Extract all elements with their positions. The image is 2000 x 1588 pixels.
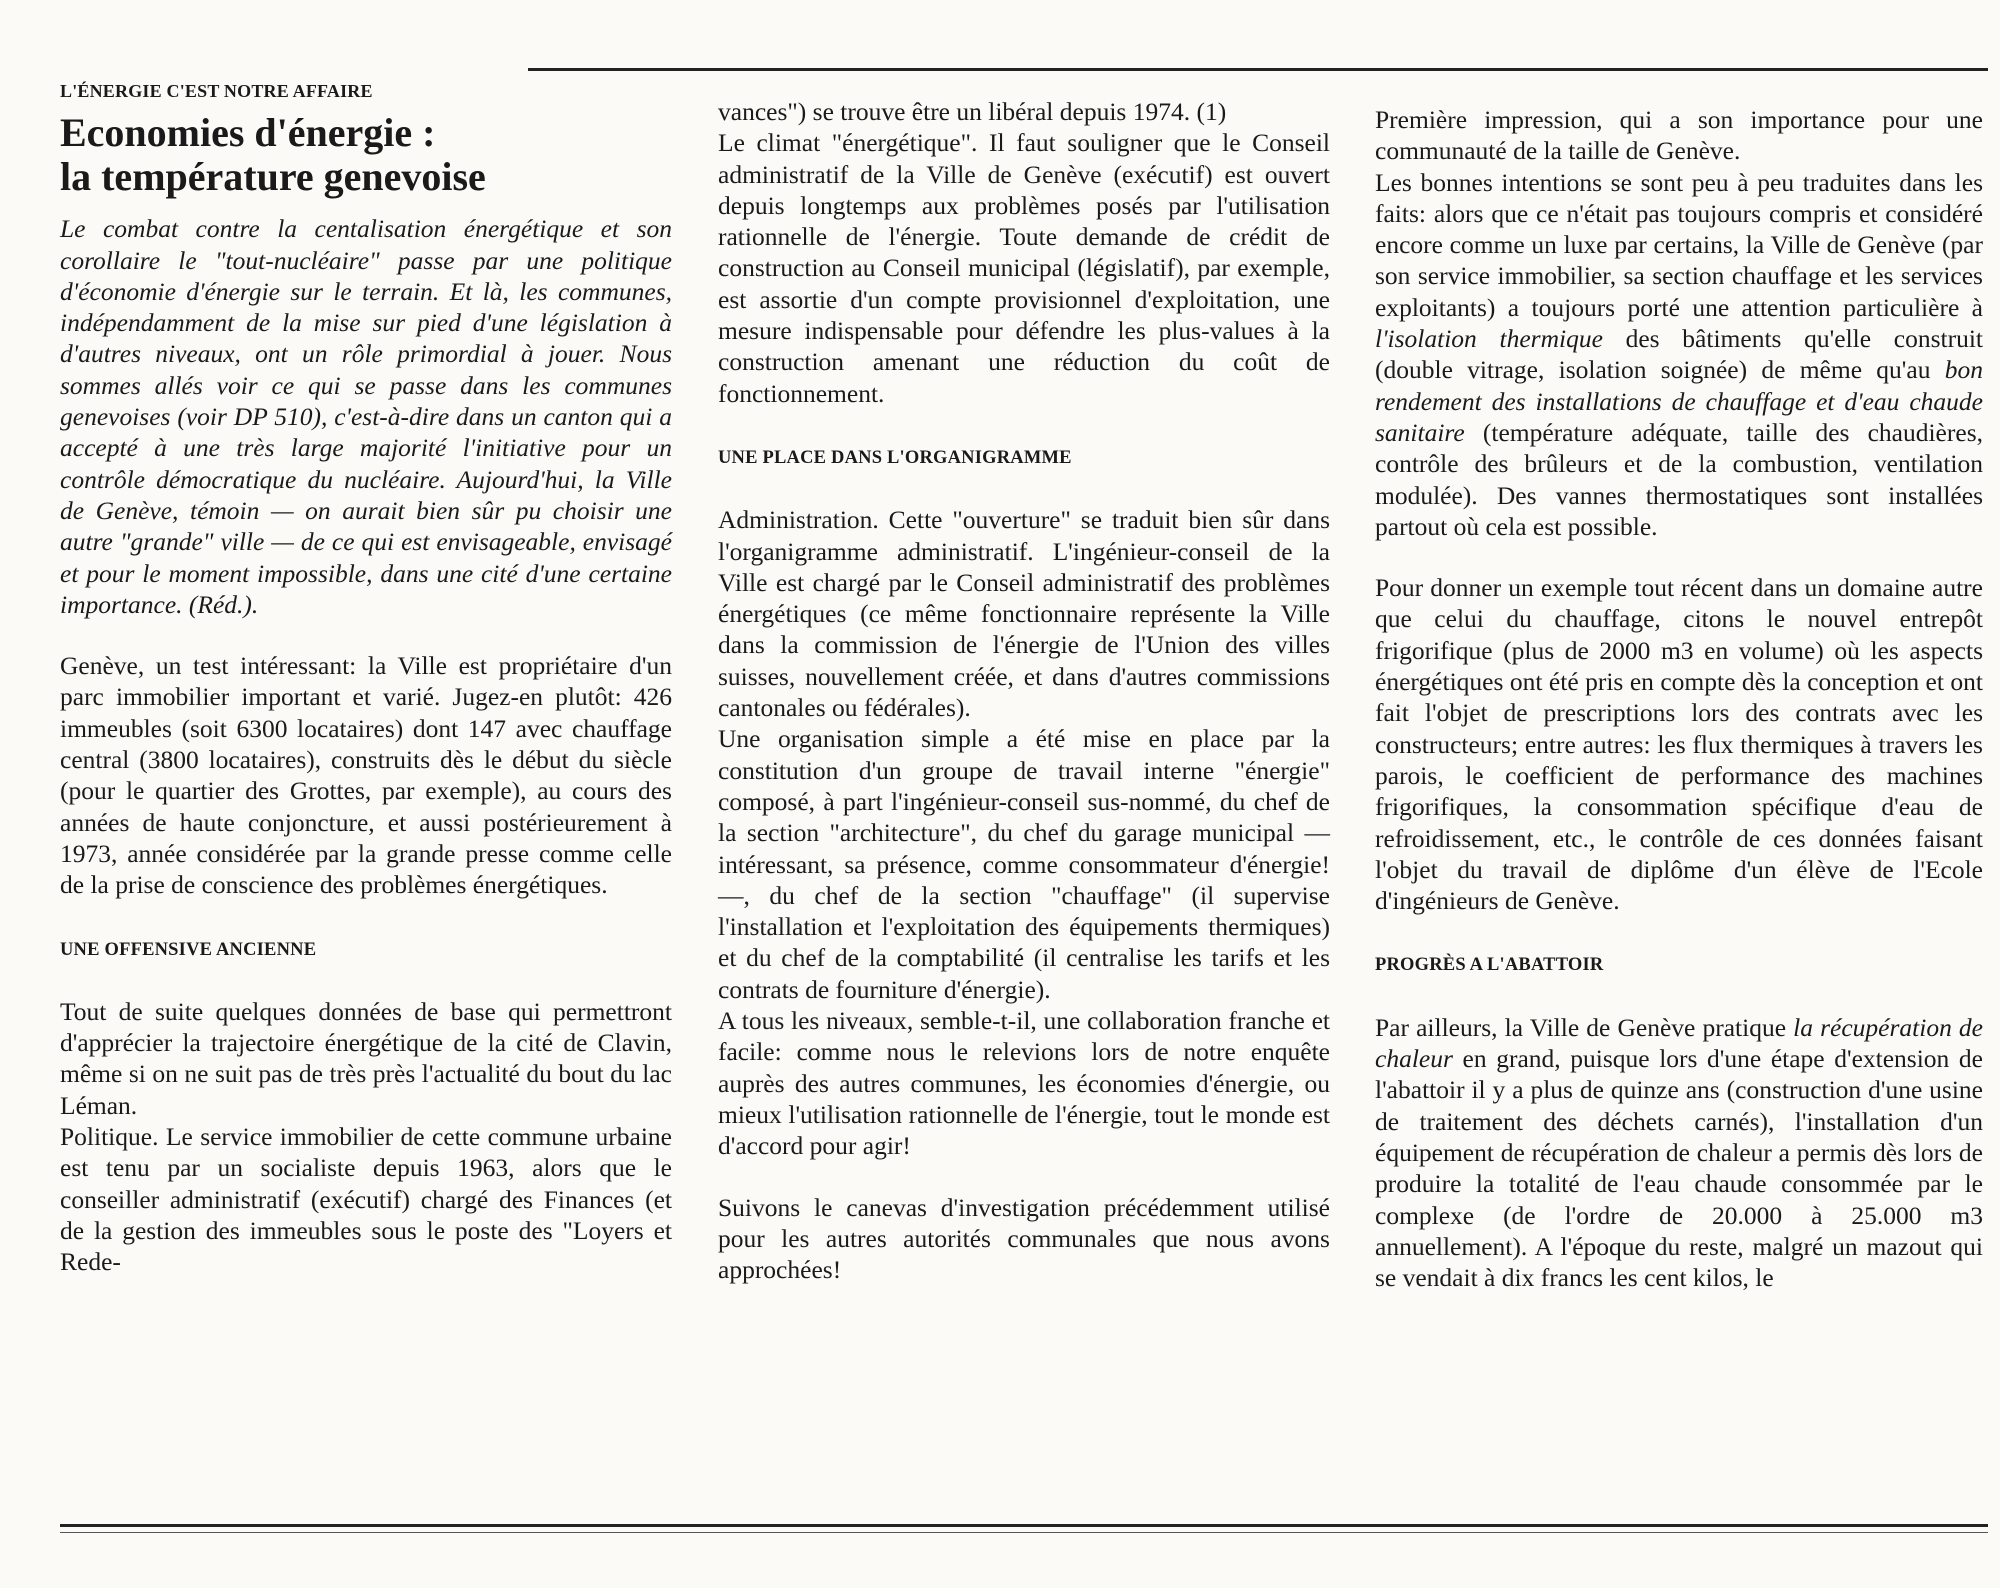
text-run: (température adéquate, taille des chaudières, contrôle des brûleurs et de la combustion, ventilation modulée). Des vannes thermostatiques sont installées partout où cela est possible. bbox=[1375, 417, 1983, 541]
text-run: Les bonnes intentions se sont peu à peu traduites dans les faits: alors que ce n'était pas toujours compris et considéré encore comme un luxe par certains, la Ville de Genève (par son service immobilier, sa section chauffage et les services exploitants) a toujours porté une attention particulière à bbox=[1375, 167, 1983, 322]
top-rule bbox=[528, 68, 1988, 71]
paragraph: Le climat "énergétique". Il faut souligner que le Conseil administratif de la Ville de Genève (exécutif) est ouvert depuis longtemps aux problèmes posés par l'utilisation rationnelle de l'énergie. Toute demande de crédit de construction au Conseil municipal (législatif), par exemple, est assortie d'un compte provisionnel d'exploitation, une mesure indispensable pour défendre les plus-values à la construction amenant une réduction du coût de fonctionnement. bbox=[718, 128, 1330, 408]
paragraph: Administration. Cette "ouverture" se traduit bien sûr dans l'organigramme administratif. L'ingénieur-conseil de la Ville est chargé par le Conseil administratif des problèmes énergétiques (ce même fonctionnaire représente la Ville dans la commission de l'énergie de l'Union des villes suisses, nouvellement créée, et dans d'autres commissions cantonales ou fédérales). bbox=[718, 505, 1330, 723]
paragraph: vances") se trouve être un libéral depuis 1974. (1) bbox=[718, 97, 1227, 126]
paragraph: A tous les niveaux, semble-t-il, une collaboration franche et facile: comme nous le relevions lors de notre enquête auprès des autres communes, les économies d'énergie, ou mieux l'utilisation rationnelle de l'énergie, tout le monde est d'accord pour agir! bbox=[718, 1006, 1330, 1161]
paragraph bbox=[1375, 167, 1983, 543]
column-2 bbox=[718, 96, 1330, 1285]
emphasis: la récupération de chaleur bbox=[1375, 1012, 1984, 1074]
section-kicker: L'ÉNERGIE C'EST NOTRE AFFAIRE bbox=[60, 81, 373, 101]
section-heading: UNE OFFENSIVE ANCIENNE bbox=[60, 939, 317, 960]
emphasis: bon rendement des installations de chauffage et d'eau chaude sanitaire bbox=[1375, 355, 1983, 447]
bottom-rule bbox=[60, 1524, 1988, 1527]
section-heading: PROGRÈS A L'ABATTOIR bbox=[1375, 955, 1604, 976]
article-title bbox=[60, 111, 672, 199]
paragraph: Tout de suite quelques données de base qui permettront d'apprécier la trajectoire énergétique de la cité de Clavin, même si on ne suit pas de très près l'actualité du bout du lac Léman. bbox=[60, 996, 672, 1120]
paragraph bbox=[1375, 1012, 1983, 1294]
section-heading: UNE PLACE DANS L'ORGANIGRAMME bbox=[718, 447, 1072, 468]
title-line-1: Economies d'énergie : bbox=[60, 110, 436, 156]
paragraph: Une organisation simple a été mise en place par la constitution d'un groupe de travail interne "énergie" composé, à part l'ingénieur-conseil sus-nommé, du chef de la section "architecture", du chef du garage municipal — intéressant, sa présence, comme consommateur d'énergie! —, du chef de la section "chauffage" (il supervise l'installation et l'exploitation des équipements thermiques) et du chef de la comptabilité (il centralise les tarifs et les contrats de fourniture d'énergie). bbox=[718, 724, 1330, 1004]
paragraph: Genève, un test intéressant: la Ville est propriétaire d'un parc immobilier important et varié. Jugez-en plutôt: 426 immeubles (soit 6300 locataires) dont 147 avec chauffage central (3800 locataires), construits dès le début du siècle (pour le quartier des Grottes, par exemple), au cours des années de haute conjoncture, et aussi postérieurement à 1973, année considérée par la grande presse comme celle de la prise de conscience des problèmes énergétiques. bbox=[60, 651, 672, 900]
text-run: des bâtiments qu'elle construit (double vitrage, isolation soignée) de même qu'au bbox=[1375, 324, 1983, 385]
paragraph: Politique. Le service immobilier de cette commune urbaine est tenu par un socialiste depuis 1963, alors que le conseiller administratif (exécutif) chargé des Finances (et de la gestion des immeubles sous le poste des "Loyers et Rede- bbox=[60, 1122, 672, 1277]
paragraph: Première impression, qui a son importance pour une communauté de la taille de Genève. bbox=[1375, 105, 1983, 166]
paragraph: Pour donner un exemple tout récent dans un domaine autre que celui du chauffage, citons le nouvel entrepôt frigorifique (plus de 2000 m3 en volume) où les aspects énergétiques ont été pris en compte dès la conception et ont fait l'objet de prescriptions lors des contrats avec les constructeurs; entre autres: les flux thermiques à travers les parois, le coefficient de performance des machines frigorifiques, la consommation spécifique d'eau de refroidissement, etc., le contrôle de ces données faisant l'objet du travail de diplôme d'un élève de l'Ecole d'ingénieurs de Genève. bbox=[1375, 573, 1983, 916]
column-1 bbox=[60, 76, 672, 1278]
text-run: en grand, puisque lors d'une étape d'extension de l'abattoir il y a plus de quinze ans (construction d'une usine de traitement des déchets carnés), l'installation d'un équipement de récupération de chaleur a permis dès lors de produire la totalité de l'eau chaude consommée par le complexe (de l'ordre de 20.000 à 25.000 m3 annuellement). A l'époque du reste, malgré un mazout qui se vendait à dix francs les cent kilos, le bbox=[1375, 1044, 1983, 1293]
bottom-rule-thin bbox=[60, 1532, 1988, 1533]
column-3 bbox=[1375, 104, 1983, 1293]
title-line-2: la température genevoise bbox=[60, 154, 486, 200]
lead-paragraph: Le combat contre la centalisation énergétique et son corollaire le "tout-nucléaire" passe par une politique d'économie d'énergie sur le terrain. Et là, les communes, indépendamment de la mise sur pied d'une législation à d'autres niveaux, ont un rôle primordial à jouer. Nous sommes allés voir ce qui se passe dans les communes genevoises (voir DP 510), c'est-à-dire dans un canton qui a accepté à une très large majorité l'initiative pour un contrôle démocratique du nucléaire. Aujourd'hui, la Ville de Genève, témoin — on aurait bien sûr pu choisir une autre "grande" ville — de ce qui est envisageable, envisagé et pour le moment impossible, dans une cité d'une certaine importance. (Réd.). bbox=[60, 214, 672, 619]
paragraph: Suivons le canevas d'investigation précédemment utilisé pour les autres autorités communales que nous avons approchées! bbox=[718, 1192, 1330, 1285]
text-run: Par ailleurs, la Ville de Genève pratique bbox=[1375, 1012, 1794, 1042]
emphasis: l'isolation thermique bbox=[1375, 324, 1603, 354]
